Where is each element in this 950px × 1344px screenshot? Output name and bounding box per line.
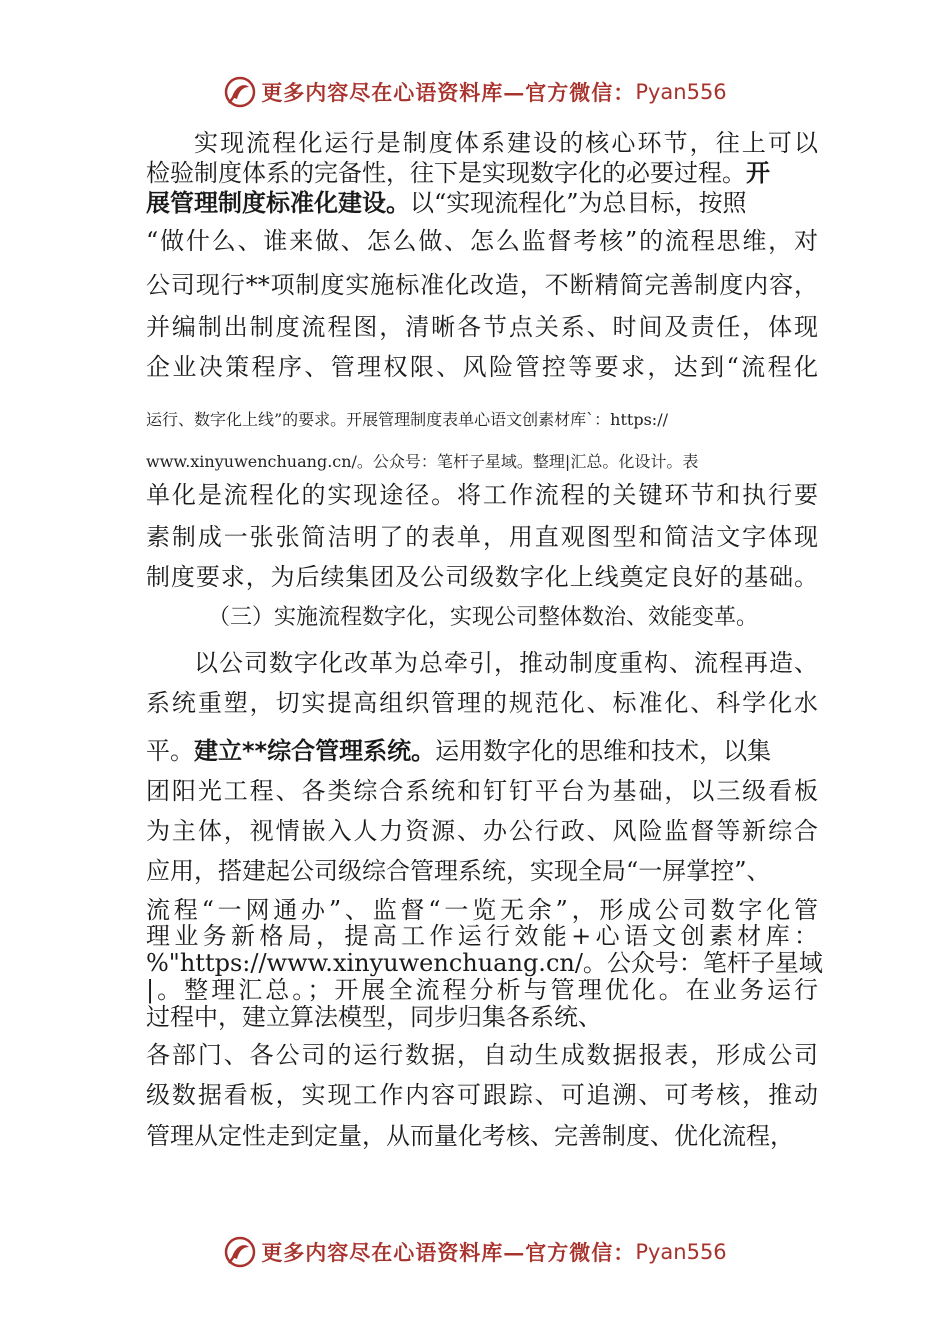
text-line: 以公司数字化改革为总牵引，推动制度重构、流程再造、	[194, 649, 818, 677]
text-line: 企业决策程序、管理权限、风险管控等要求，达到“流程化	[146, 353, 818, 381]
text-line: 各部门、各公司的运行数据，自动生成数据报表，形成公司	[146, 1041, 818, 1069]
watermark-banner-top	[0, 72, 950, 112]
text-line: 检验制度体系的完备性，往下是实现数字化的必要过程。开	[146, 159, 770, 187]
watermark-text: 更多内容尽在心语资料库—官方微信：	[261, 80, 636, 105]
text-line: 素制成一张张简洁明了的表单，用直观图型和简洁文字体现	[146, 523, 818, 551]
text-line: 级数据看板，实现工作内容可跟踪、可追溯、可考核，推动	[146, 1081, 818, 1109]
text-line: 实现流程化运行是制度体系建设的核心环节，往上可以	[194, 129, 818, 157]
text-line-small: 运行、数字化上线”的要求。开展管理制度表单心语文创素材库`：https://	[146, 410, 668, 429]
text-line: “做什么、谁来做、怎么做、怎么监督考核”的流程思维，对	[146, 227, 818, 255]
text-line: 为主体，视情嵌入人力资源、办公行政、风险监督等新综合	[146, 817, 818, 845]
text-line: 应用，搭建起公司级综合管理系统，实现全局“一屏掌控”、	[146, 857, 771, 885]
text-line: |。整理汇总。；开展全流程分析与管理优化。在业务运行	[146, 976, 818, 1004]
logo-icon	[223, 75, 257, 109]
watermark-banner-bottom	[0, 1232, 950, 1272]
text-line: 平。建立**综合管理系统。运用数字化的思维和技术，以集	[146, 737, 772, 765]
text-line: 过程中，建立算法模型，同步归集各系统、	[146, 1003, 602, 1031]
logo-icon	[223, 1235, 257, 1269]
text-line: 展管理制度标准化建设。以“实现流程化”为总目标，按照	[146, 189, 747, 217]
text-line: 团阳光工程、各类综合系统和钉钉平台为基础，以三级看板	[146, 777, 818, 805]
watermark-id: Pyan556	[635, 1240, 727, 1264]
text-line: 公司现行**项制度实施标准化改造，不断精简完善制度内容，	[146, 271, 818, 299]
watermark-text: 更多内容尽在心语资料库—官方微信：	[261, 1240, 636, 1265]
text-line: 制度要求，为后续集团及公司级数字化上线奠定良好的基础。	[146, 563, 818, 591]
watermark-id: Pyan556	[635, 80, 727, 104]
text-line: 并编制出制度流程图，清晰各节点关系、时间及责任，体现	[146, 313, 818, 341]
text-line: 系统重塑，切实提高组织管理的规范化、标准化、科学化水	[146, 689, 818, 717]
text-line: %"https://www.xinyuwenchuang.cn/。公众号：笔杆子星域	[146, 949, 823, 977]
text-line: 流程“一网通办”、监督“一览无余”，形成公司数字化管	[146, 896, 818, 924]
text-line: 单化是流程化的实现途径。将工作流程的关键环节和执行要	[146, 481, 818, 509]
text-line-small: www.xinyuwenchuang.cn/。公众号：笔杆子星域。整理|汇总。化设计。表	[146, 452, 699, 471]
text-line: 管理从定性走到定量，从而量化考核、完善制度、优化流程，	[146, 1122, 794, 1150]
section-heading: （三）实施流程数字化，实现公司整体数治、效能变革。	[208, 605, 759, 630]
text-line: 理业务新格局，提高工作运行效能+心语文创素材库：	[146, 922, 818, 950]
